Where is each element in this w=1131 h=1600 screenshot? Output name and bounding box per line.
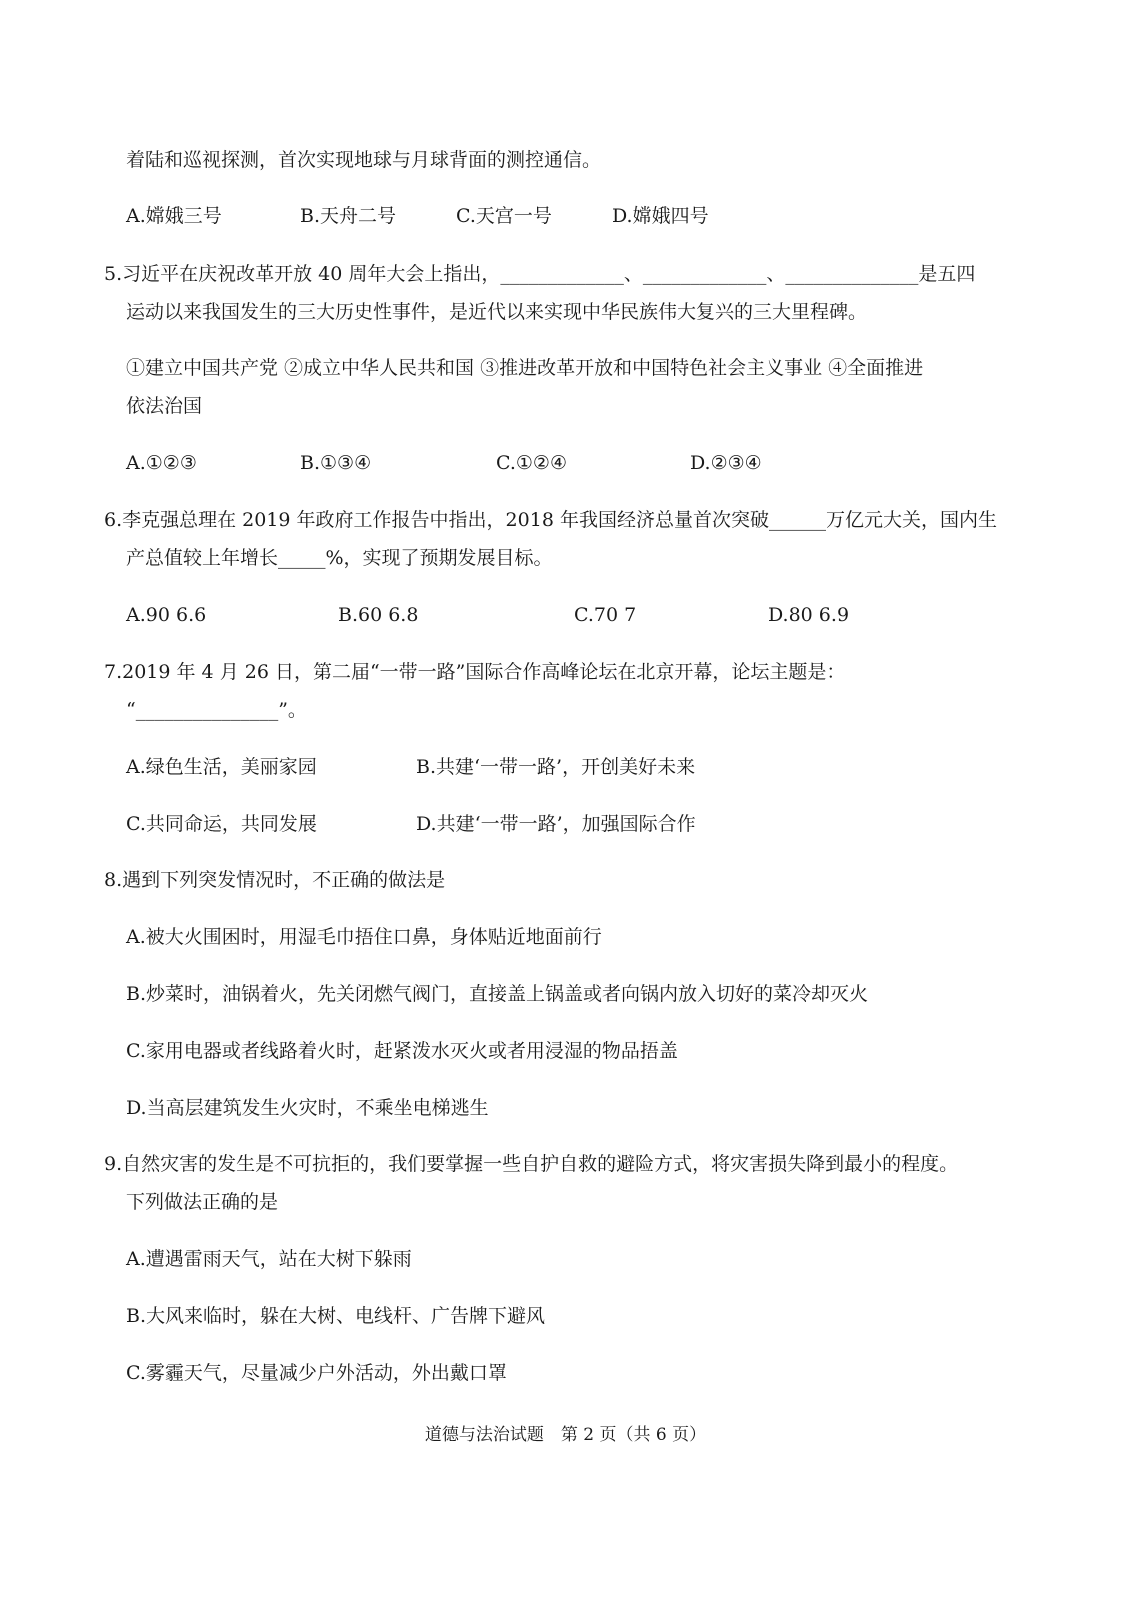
q5-stem-line2: 运动以来我国发生的三大历史性事件，是近代以来实现中华民族伟大复兴的三大里程碑。 [126,301,868,323]
q7-option-c: C.共同命运，共同发展 [126,813,317,835]
q4-stem-continuation: 着陆和巡视探测，首次实现地球与月球背面的测控通信。 [126,149,602,171]
q4-option-d: D.嫦娥四号 [612,205,709,227]
q9-stem-line2: 下列做法正确的是 [126,1191,279,1213]
q6-option-b: B.60 6.8 [338,604,419,626]
q8-option-d: D.当高层建筑发生火灾时，不乘坐电梯逃生 [126,1097,489,1119]
q4-option-c: C.天宫一号 [456,205,552,227]
q9-option-b: B.大风来临时，躲在大树、电线杆、广告牌下避风 [126,1305,546,1327]
q5-items-line1: ①建立中国共产党 ②成立中华人民共和国 ③推进改革开放和中国特色社会主义事业 ④全面推进 [126,357,924,379]
q8-stem: 8.遇到下列突发情况时，不正确的做法是 [104,869,446,891]
q5-items-line2: 依法治国 [126,395,203,417]
q6-option-d: D.80 6.9 [768,604,850,626]
q7-option-b: B.共建‘一带一路’，开创美好未来 [416,756,696,778]
q5-option-a: A.①②③ [126,452,197,474]
q4-option-a: A.嫦娥三号 [126,205,222,227]
q6-stem-line1: 6.李克强总理在 2019 年政府工作报告中指出，2018 年我国经济总量首次突破______万亿元大关，国内生 [104,509,997,531]
q7-stem-line1: 7.2019 年 4 月 26 日，第二届“一带一路”国际合作高峰论坛在北京开幕，论坛主题是： [104,661,846,683]
q7-option-a: A.绿色生活，美丽家园 [126,756,317,778]
q5-option-c: C.①②④ [496,452,567,474]
q5-option-d: D.②③④ [690,452,762,474]
q5-stem-line1: 5.习近平在庆祝改革开放 40 周年大会上指出，_____________、_____________、______________是五四 [104,263,976,285]
q6-option-c: C.70 7 [574,604,637,626]
q5-option-b: B.①③④ [300,452,372,474]
page-footer: 道德与法治试题 第 2 页（共 6 页） [424,1425,707,1445]
q6-option-a: A.90 6.6 [126,604,207,626]
q7-option-d: D.共建‘一带一路’，加强国际合作 [416,813,696,835]
q9-option-c: C.雾霾天气，尽量减少户外活动，外出戴口罩 [126,1362,507,1384]
q8-option-c: C.家用电器或者线路着火时，赶紧泼水灭火或者用浸湿的物品捂盖 [126,1040,678,1062]
q9-option-a: A.遭遇雷雨天气，站在大树下躲雨 [126,1248,412,1270]
q8-option-a: A.被大火围困时，用湿毛巾捂住口鼻，身体贴近地面前行 [126,926,602,948]
q9-stem-line1: 9.自然灾害的发生是不可抗拒的，我们要掌握一些自护自救的避险方式，将灾害损失降到最小的程度。 [104,1153,959,1175]
q7-stem-line2: “_______________”。 [126,699,307,721]
q4-option-b: B.天舟二号 [300,205,397,227]
q6-stem-line2: 产总值较上年增长_____%，实现了预期发展目标。 [126,547,553,569]
q8-option-b: B.炒菜时，油锅着火，先关闭燃气阀门，直接盖上锅盖或者向锅内放入切好的菜冷却灭火 [126,983,869,1005]
